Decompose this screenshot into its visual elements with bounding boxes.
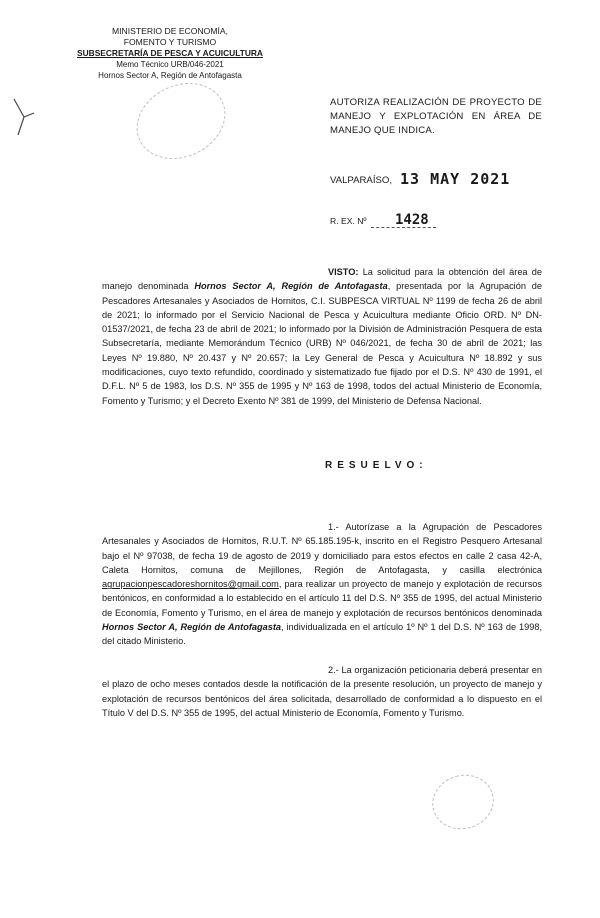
visto-paragraph xyxy=(102,265,542,408)
subsecretaria: SUBSECRETARÍA DE PESCA Y ACUICULTURA xyxy=(77,48,263,58)
visto-text-2: , presentada por la Agrupación de Pescadores Artesanales y Asociados de Hornitos, C.I. SUBPESCA VIRTUAL Nº 1199 de fecha 26 de abril de 2021; lo informado por el Servicio Nacional de Pesca y Acuicultura mediante Oficio ORD. Nº DN-01537/2021, de fecha 23 de abril de 2021; lo informado por la División de Administración Pesquera de esta Subsecretaría, mediante Memorándum Técnico (URB) Nº 046/2021, de fecha 30 de abril de 2021; las Leyes Nº 19.880, Nº 20.437 y Nº 20.657; la Ley General de Pesca y Acuicultura Nº 18.892 y sus modificaciones, cuyo texto refundido, coordinado y sistematizado fue fijado por el D.S. Nº 430 de 1991, el D.F.L. Nº 5 de 1983, los D.S. Nº 355 de 1995 y Nº 163 de 1998, todos del actual Ministerio de Economía, Fomento y Turismo; y el Decreto Exento Nº 381 de 1999, del Ministerio de Defensa Nacional. xyxy=(102,281,542,406)
sector-reference: Hornos Sector A, Región de Antofagasta xyxy=(98,71,242,80)
official-stamp xyxy=(124,69,238,173)
resolution-title: AUTORIZA REALIZACIÓN DE PROYECTO DE MANEJO Y EXPLOTACIÓN EN ÁREA DE MANEJO QUE INDICA. xyxy=(330,97,542,136)
resuelvo-heading: RESUELVO: xyxy=(325,460,428,471)
ministry-line1: MINISTERIO DE ECONOMÍA, xyxy=(111,26,229,36)
article-1-text-1: 1.- Autorízase a la Agrupación de Pescadores Artesanales y Asociados de Hornitos, R.U.T. Nº 65.185.195-k, inscrito en el Registro Pesquero Artesanal bajo el Nº 97038, de fecha 19 de agosto de 2019 y domiciliado para estos efectos en calle 2 casa 42-A, Caleta Hornitos, comuna de Mejillones, Región de Antofagasta, y casilla electrónica xyxy=(102,522,542,575)
article-2-paragraph: 2.- La organización peticionaria deberá presentar en el plazo de ocho meses contados desde la notificación de la presente resolución, un proyecto de manejo y explotación de recursos bentónicos del área solicitada, desarrollado de conformidad a lo dispuesto en el Título V del D.S. Nº 355 de 1995, del actual Ministerio de Economía, Fomento y Turismo. xyxy=(102,665,542,718)
article-1-text-2: , para realizar un proyecto de manejo y explotación de recursos bentónicos, en conformidad a lo establecido en el artículo 11 del D.S. Nº 355 de 1995, del actual Ministerio de Economía, Fomento y Turismo, en el área de manejo y explotación de recursos bentónicos denominada xyxy=(102,579,542,618)
place: VALPARAÍSO, xyxy=(330,175,393,186)
letterhead xyxy=(70,26,270,81)
rex-label: R. EX. Nº xyxy=(330,216,367,226)
memo-reference: Memo Técnico URB/046-2021 xyxy=(116,60,224,69)
email-link[interactable]: agrupacionpescadoreshornitos@gmail.com xyxy=(102,579,279,590)
article-1-paragraph xyxy=(102,520,542,649)
article-1-area-name: Hornos Sector A, Región de Antofagasta xyxy=(102,622,281,633)
visto-text-1: La solicitud para la obtención del área de manejo denominada xyxy=(102,267,542,292)
visto-area-name: Hornos Sector A, Región de Antofagasta xyxy=(194,281,388,292)
handwritten-mark-icon xyxy=(10,95,40,145)
visto-label: VISTO: xyxy=(328,267,359,277)
signature-stamp xyxy=(426,768,500,836)
article-1-text-3: , individualizada en el artículo 1º Nº 1 del D.S. Nº 163 de 1998, del citado Ministerio. xyxy=(102,622,542,647)
ministry-line2: FOMENTO Y TURISMO xyxy=(123,37,217,47)
rex-number: 1428 xyxy=(395,212,429,228)
date-stamp: 13 MAY 2021 xyxy=(400,170,511,188)
